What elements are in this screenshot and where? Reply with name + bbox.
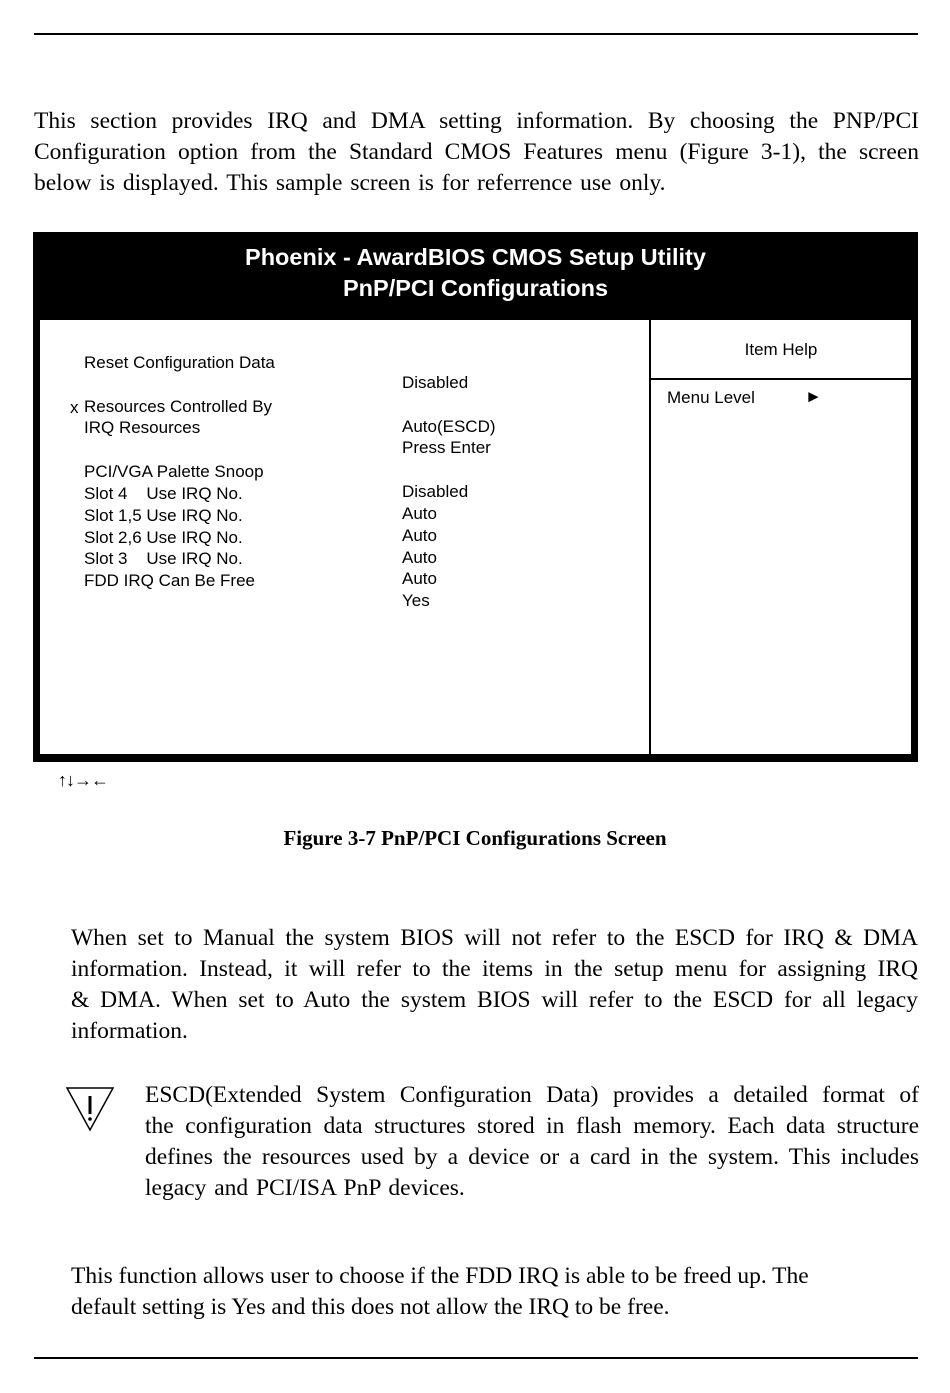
fdd-line: This function allows user to choose if the FDD IRQ is able to be freed up. The: [71, 1263, 809, 1289]
bios-screen: [33, 232, 918, 762]
manual-line: information. Instead, it will refer to the items in the setup menu for assigning IRQ: [71, 956, 918, 982]
intro-paragraph: [34, 106, 919, 199]
setting-label: Slot 3 Use IRQ No.: [84, 549, 243, 568]
setting-value[interactable]: Auto: [402, 569, 437, 588]
note-line: defines the resources used by a device or a card in the system. This includes: [145, 1144, 919, 1170]
top-rule: [34, 33, 918, 35]
navigation-arrows-icon: ↑↓→←: [58, 770, 108, 790]
note-line: the configuration data structures stored in flash memory. Each data structure: [145, 1113, 919, 1139]
manual-line: information.: [71, 1018, 188, 1044]
intro-line: Configuration option from the Standard CMOS Features menu (Figure 3-1), the screen: [34, 139, 919, 165]
setting-value[interactable]: Auto: [402, 526, 437, 545]
setting-label: Slot 2,6 Use IRQ No.: [84, 528, 243, 547]
setting-label: Reset Configuration Data: [84, 353, 275, 372]
manual-paragraph: [71, 923, 918, 1047]
manual-line: When set to Manual the system BIOS will not refer to the ESCD for IRQ & DMA: [71, 925, 918, 951]
setting-value[interactable]: Auto: [402, 548, 437, 567]
escd-note: [145, 1080, 919, 1204]
setting-value[interactable]: Auto: [402, 504, 437, 523]
intro-line: This section provides IRQ and DMA setting information. By choosing the PNP/PCI: [34, 108, 919, 134]
fdd-paragraph: [71, 1261, 918, 1323]
bios-title-page: PnP/PCI Configurations: [342, 275, 609, 301]
manual-line: & DMA. When set to Auto the system BIOS will refer to the ESCD for all legacy: [71, 987, 918, 1013]
bios-title: [33, 242, 918, 304]
setting-label: IRQ Resources: [84, 418, 201, 437]
item-help-header: [651, 320, 911, 380]
setting-value[interactable]: Disabled: [402, 373, 469, 392]
fdd-line: default setting is Yes and this does not allow the IRQ to be free.: [71, 1294, 670, 1320]
setting-label: PCI/VGA Palette Snoop: [84, 462, 264, 481]
note-line: legacy and PCI/ISA PnP devices.: [145, 1175, 465, 1201]
setting-value[interactable]: Disabled: [402, 482, 469, 501]
setting-label: Resources Controlled By: [84, 397, 273, 416]
intro-line: below is displayed. This sample screen is for referrence use only.: [34, 170, 666, 196]
item-help-panel: [651, 320, 911, 754]
bottom-rule: [34, 1357, 918, 1359]
setting-value[interactable]: Auto(ESCD): [402, 417, 496, 436]
setting-label: Slot 4 Use IRQ No.: [84, 484, 243, 503]
disabled-item-marker: x: [70, 398, 79, 417]
setting-value[interactable]: Press Enter: [402, 438, 491, 457]
menu-level-label: Menu Level: [667, 388, 755, 407]
bios-title-utility: Phoenix - AwardBIOS CMOS Setup Utility: [245, 244, 706, 270]
bios-panel: [40, 320, 911, 754]
setting-value[interactable]: Yes: [402, 591, 430, 610]
setting-label: FDD IRQ Can Be Free: [84, 571, 255, 590]
setting-label: Slot 1,5 Use IRQ No.: [84, 506, 243, 525]
note-line: ESCD(Extended System Configuration Data) provides a detailed format of: [145, 1082, 919, 1108]
warning-triangle-icon: [65, 1086, 115, 1132]
menu-level-arrow-icon: ►: [805, 387, 822, 406]
settings-list: [40, 320, 651, 754]
item-help-title: Item Help: [744, 340, 818, 359]
figure-caption: Figure 3-7 PnP/PCI Configurations Screen: [283, 826, 667, 850]
